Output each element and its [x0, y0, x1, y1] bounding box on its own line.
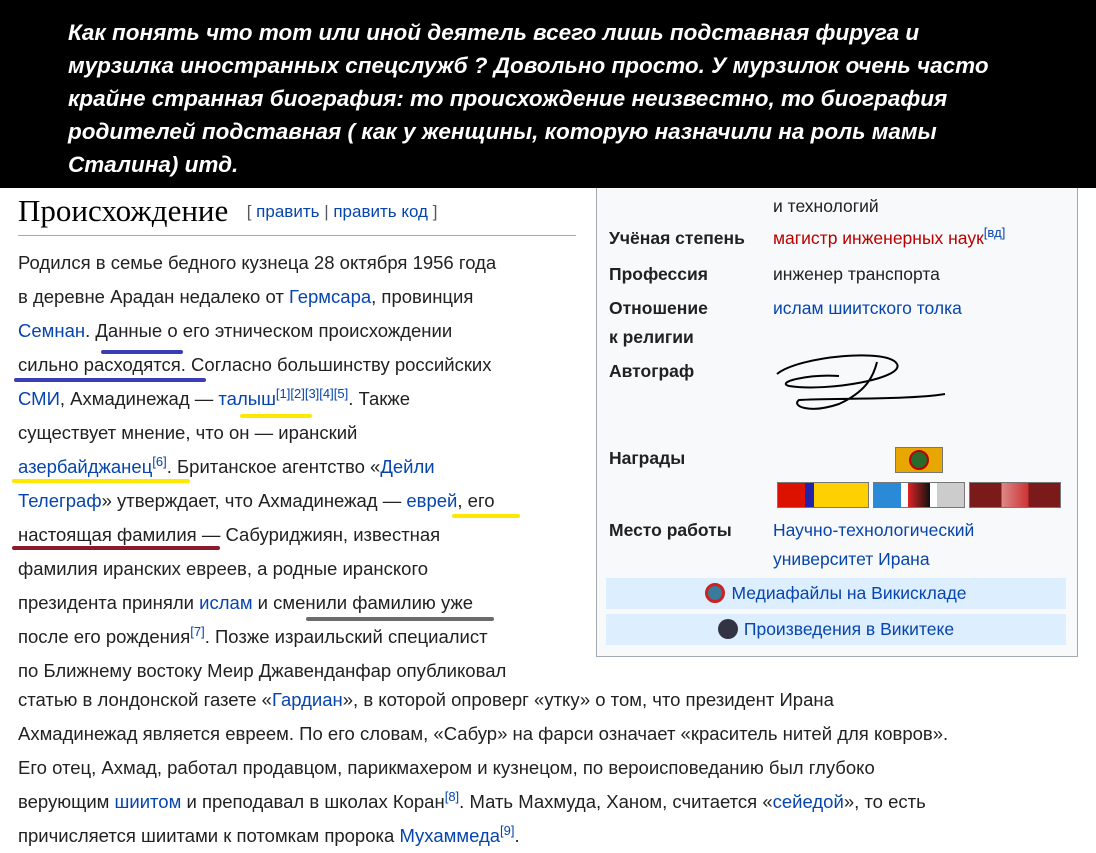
- highlight-underline: [452, 514, 520, 518]
- text-line: по Ближнему востоку Меир Джавенданфар опубликовал: [18, 660, 507, 681]
- award-ribbon[interactable]: [873, 482, 965, 508]
- infobox-label: Учёная степень: [609, 228, 745, 248]
- wikisource-icon: [718, 619, 738, 639]
- infobox-label: Отношение к религии: [609, 298, 708, 347]
- infobox-label: Профессия: [609, 264, 708, 284]
- text-line: в деревне Арадан недалеко от Гермсара, провинция: [18, 286, 474, 307]
- text-line: азербайджанец[6]. Британское агентство «Дейли: [18, 453, 435, 477]
- infobox-label: Автограф: [609, 361, 695, 381]
- text-line: существует мнение, что он — иранский: [18, 422, 358, 443]
- link-degree[interactable]: магистр инженерных наук: [773, 228, 984, 248]
- text-line: Ахмадинежад является евреем. По его словам, «Сабур» на фарси означает «краситель нитей для ковров».: [18, 723, 949, 744]
- commons-icon: [705, 583, 725, 603]
- article-text-full: [18, 683, 1088, 853]
- text-line: верующим шиитом и преподавал в школах Коран[8]. Мать Махмуда, Ханом, считается «сейедой», то есть: [18, 788, 926, 812]
- banner-line: родителей подставная ( как у женщины, которую назначили на роль мамы: [68, 119, 937, 144]
- link-guardian[interactable]: Гардиан: [271, 689, 343, 710]
- edit-source-link[interactable]: править код: [333, 202, 428, 221]
- text-line: статью в лондонской газете «Гардиан», в которой опроверг «утку» о том, что президент Ирана: [18, 689, 834, 710]
- link-islam[interactable]: ислам: [199, 592, 253, 613]
- caption-banner: [0, 0, 1096, 188]
- section-heading: [18, 193, 576, 236]
- link-smi[interactable]: СМИ: [18, 388, 60, 409]
- infobox-value: [773, 294, 1063, 323]
- text-line: Родился в семье бедного кузнеца 28 октября 1956 года: [18, 252, 497, 273]
- text-line: после его рождения[7]. Позже израильский специалист: [18, 623, 488, 647]
- commons-link[interactable]: Медиафайлы на Викискладе: [731, 583, 967, 603]
- infobox-value: инженер транспорта: [773, 264, 940, 284]
- text-line: Его отец, Ахмад, работал продавцом, парикмахером и кузнецом, по вероисповеданию был глубоко: [18, 757, 875, 778]
- banner-line: мурзилка иностранных спецслужб ? Довольно просто. У мурзилок очень часто: [68, 53, 989, 78]
- text-line: фамилия иранских евреев, а родные иранского: [18, 558, 429, 579]
- commons-link-row[interactable]: [606, 578, 1066, 609]
- text-line: СМИ, Ахмадинежад — талыш[1][2][3][4][5]. Также: [18, 385, 410, 409]
- banner-line: Как понять что тот или иной деятель всего лишь подставная фируга и: [68, 20, 920, 45]
- highlight-underline: [14, 378, 206, 382]
- award-ribbon[interactable]: [777, 482, 869, 508]
- infobox-value: [773, 516, 1063, 574]
- link-daily[interactable]: Дейли: [380, 456, 435, 477]
- award-ribbon[interactable]: [895, 447, 943, 473]
- text-line: настоящая фамилия — Сабуриджиян, известная: [18, 524, 441, 545]
- wikidata-ref[interactable]: [вд]: [983, 225, 1006, 241]
- link-religion[interactable]: ислам шиитского толка: [773, 298, 962, 318]
- banner-line: крайне странная биография: то происхождение неизвестно, то биография: [68, 86, 948, 111]
- infobox-label: Награды: [609, 448, 686, 468]
- footnote-ref[interactable]: [9]: [500, 822, 515, 838]
- award-ribbon[interactable]: [969, 482, 1061, 508]
- footnote-refs[interactable]: [1][2][3][4][5]: [275, 385, 349, 401]
- signature-image[interactable]: [769, 348, 959, 418]
- wikisource-link-row[interactable]: [606, 614, 1066, 645]
- banner-caption: [68, 16, 1068, 181]
- link-telegraph[interactable]: Телеграф: [18, 490, 102, 511]
- link-muhammad[interactable]: Мухаммеда: [399, 825, 501, 846]
- link-shiite[interactable]: шиитом: [114, 791, 182, 812]
- edit-section-link[interactable]: править: [256, 202, 320, 221]
- infobox-value: и технологий: [773, 196, 879, 216]
- text-line: Семнан. Данные о его этническом происхождении: [18, 320, 453, 341]
- text-line: Телеграф» утверждает, что Ахмадинежад — еврей, его: [18, 490, 495, 511]
- link-university[interactable]: Научно-технологический университет Ирана: [773, 520, 975, 569]
- article-text-column: [18, 246, 578, 688]
- text-line: президента приняли ислам и сменили фамилию уже: [18, 592, 474, 613]
- footnote-ref[interactable]: [7]: [190, 623, 205, 639]
- section-title: Происхождение: [18, 193, 229, 228]
- text-line: причисляется шиитами к потомкам пророка Мухаммеда[9].: [18, 822, 520, 846]
- highlight-underline: [306, 617, 494, 621]
- highlight-underline: [101, 350, 183, 354]
- link-semnan[interactable]: Семнан: [18, 320, 86, 341]
- link-talysh[interactable]: талыш: [218, 388, 276, 409]
- footnote-ref[interactable]: [6]: [152, 453, 167, 469]
- highlight-underline: [12, 479, 190, 483]
- infobox-value: [773, 224, 1063, 253]
- infobox: [596, 188, 1078, 657]
- wikisource-link[interactable]: Произведения в Викитеке: [743, 619, 955, 639]
- link-azerbaijani[interactable]: азербайджанец: [18, 456, 153, 477]
- infobox-label: Место работы: [609, 520, 732, 540]
- footnote-ref[interactable]: [8]: [444, 788, 460, 804]
- link-jew[interactable]: еврей: [406, 490, 458, 511]
- highlight-underline: [240, 414, 312, 418]
- link-seyyeda[interactable]: сейедой: [772, 791, 844, 812]
- banner-line: Сталина) итд.: [68, 152, 239, 177]
- text-line: сильно расходятся. Согласно большинству российских: [18, 354, 492, 375]
- link-germsar[interactable]: Гермсара: [288, 286, 372, 307]
- highlight-underline: [12, 546, 220, 550]
- edit-links: [ править | править код ]: [246, 202, 438, 221]
